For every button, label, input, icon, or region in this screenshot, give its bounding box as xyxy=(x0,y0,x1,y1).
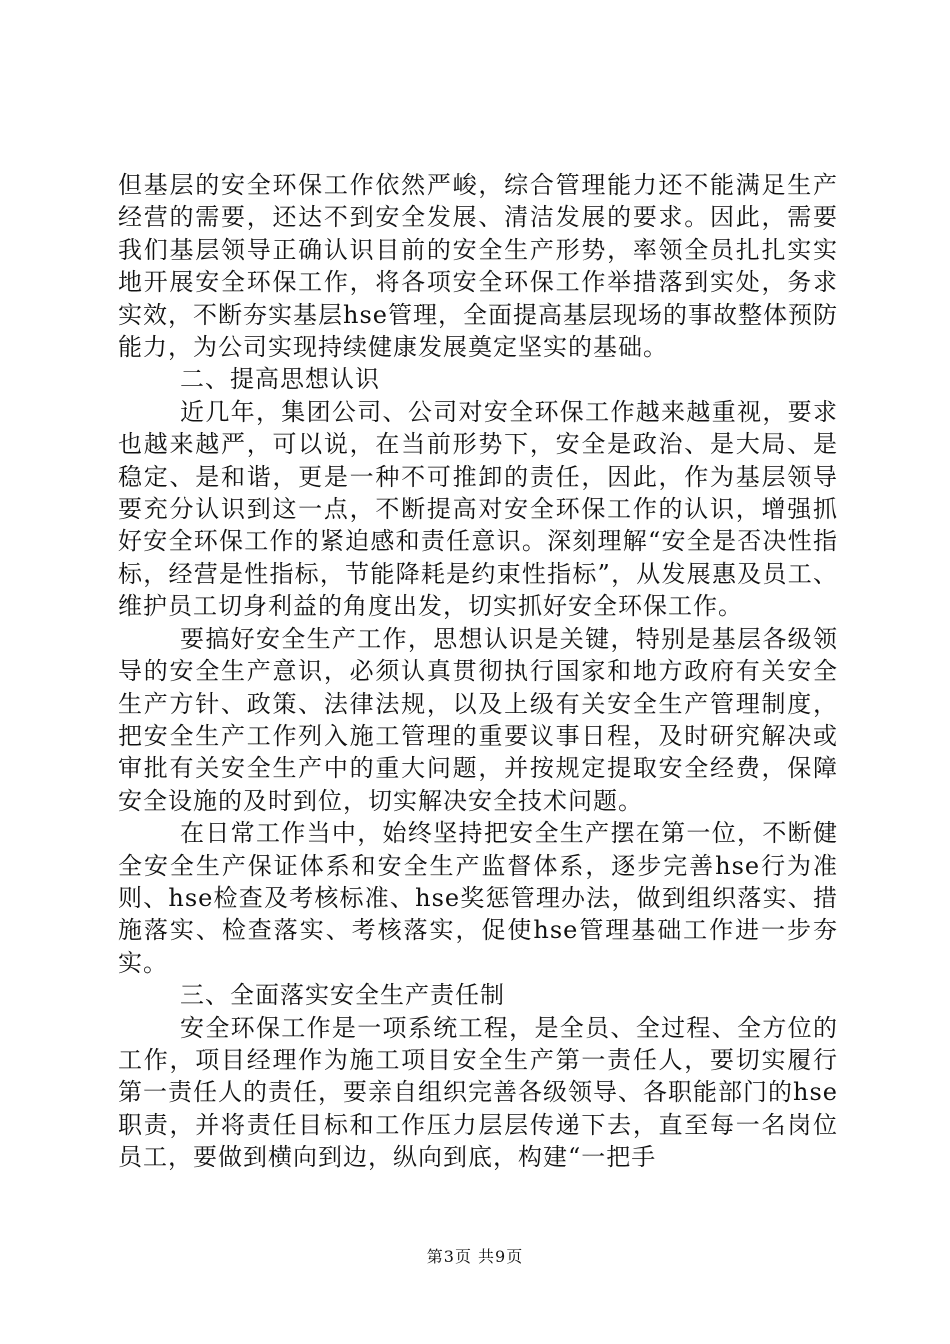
paragraph: 要搞好安全生产工作，思想认识是关键，特别是基层各级领导的安全生产意识，必须认真贯彻执行国家和地方政府有关安全生产方针、政策、法律法规，以及上级有关安全生产管理制度，把安全生产工作列入施工管理的重要议事日程，及时研究解决或审批有关安全生产中的重大问题，并按规定提取安全经费，保障安全设施的及时到位，切实解决安全技术问题。 xyxy=(118,624,838,815)
paragraph: 近几年，集团公司、公司对安全环保工作越来越重视，要求也越来越严，可以说，在当前形势下，安全是政治、是大局、是稳定、是和谐，更是一种不可推卸的责任，因此，作为基层领导要充分认识到这一点，不断提高对安全环保工作的认识，增强抓好安全环保工作的紧迫感和责任意识。深刻理解“安全是否决性指标，经营是性指标，节能降耗是约束性指标”，从发展惠及员工、维护员工切身利益的角度出发，切实抓好安全环保工作。 xyxy=(118,397,838,621)
section-heading-3: 三、全面落实安全生产责任制 xyxy=(180,981,505,1010)
section-heading-2: 二、提高思想认识 xyxy=(180,365,380,394)
paragraph: 安全环保工作是一项系统工程，是全员、全过程、全方位的工作，项目经理作为施工项目安全生产第一责任人，要切实履行第一责任人的责任，要亲自组织完善各级领导、各职能部门的hse职责，并将责任目标和工作压力层层传递下去，直至每一名岗位员工，要做到横向到边，纵向到底，构建“一把手 xyxy=(118,1013,838,1172)
paragraph-continuation: 但基层的安全环保工作依然严峻，综合管理能力还不能满足生产经营的需要，还达不到安全发展、清洁发展的要求。因此，需要我们基层领导正确认识目前的安全生产形势，率领全员扎扎实实地开展安全环保工作，将各项安全环保工作举措落到实处，务求实效，不断夯实基层hse管理，全面提高基层现场的事故整体预防能力，为公司实现持续健康发展奠定坚实的基础。 xyxy=(118,171,838,362)
paragraph: 在日常工作当中，始终坚持把安全生产摆在第一位，不断健全安全生产保证体系和安全生产监督体系，逐步完善hse行为准则、hse检查及考核标准、hse奖惩管理办法，做到组织落实、措施落实、检查落实、考核落实，促使hse管理基础工作进一步夯实。 xyxy=(118,819,838,977)
page-number-footer: 第3页 共9页 xyxy=(426,1247,524,1266)
document-body xyxy=(118,169,838,1174)
